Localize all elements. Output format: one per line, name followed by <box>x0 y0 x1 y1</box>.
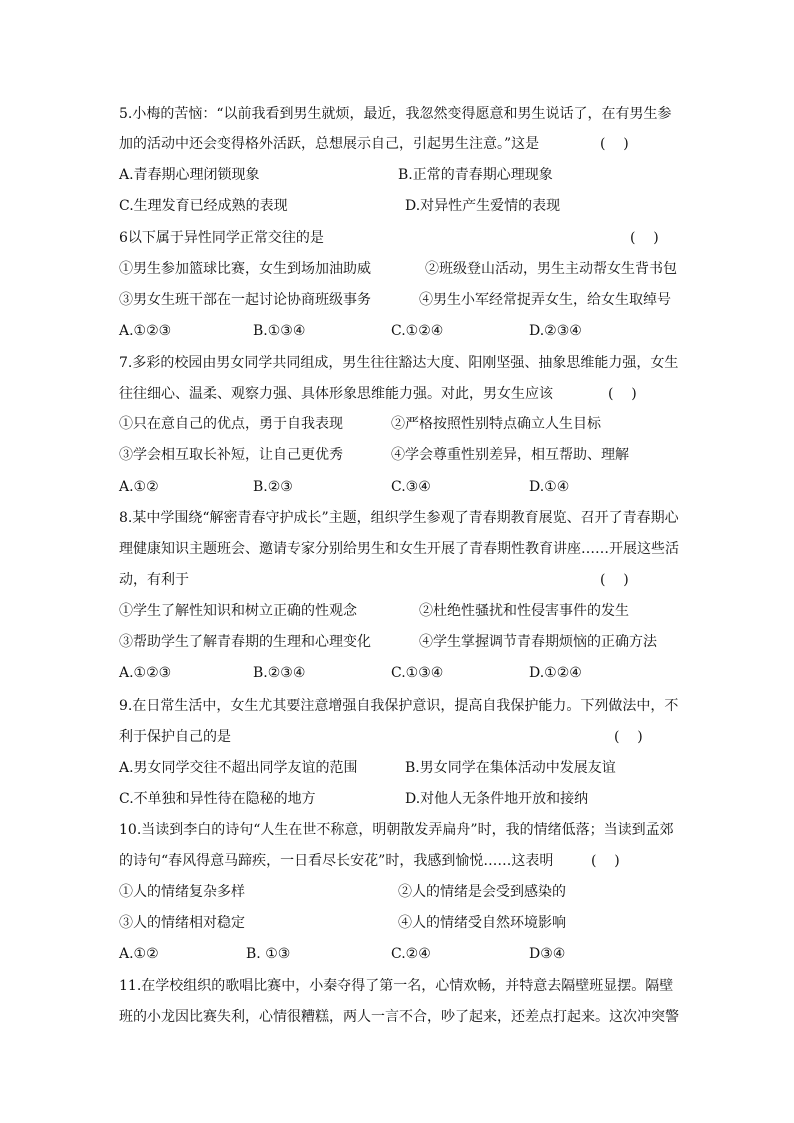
q5-option-a: A.青春期心理闭锁现象 <box>119 167 260 183</box>
q5-stem-line1: 5.小梅的苦恼：“以前我看到男生就烦，最近，我忽然变得愿意和男生说话了，在有男生参 <box>119 106 672 122</box>
q11-stem-line2: 班的小龙因比赛失利，心情很糟糕，两人一言不合，吵了起来，还差点打起来。这次冲突警 <box>119 1009 679 1025</box>
q8-stem-line2: 理健康知识主题班会、邀请专家分别给男生和女生开展了青春期性教育讲座……开展这些活 <box>119 541 679 557</box>
q8-answer-paren: ( ) <box>600 572 629 588</box>
q5-option-b: B.正常的青春期心理现象 <box>398 167 553 183</box>
q8-option-a: A.①②③ <box>119 665 172 681</box>
q10-option-d: D③④ <box>529 946 566 962</box>
q6-option-b: B.①③④ <box>253 323 306 339</box>
q6-option-c: C.①②④ <box>391 323 444 339</box>
q9-option-c: C.不单独和异性待在隐秘的地方 <box>119 791 316 807</box>
q8-stem-line1: 8.某中学围绕“解密青春守护成长”主题，组织学生参观了青春期教育展览、召开了青春期心 <box>119 510 679 526</box>
q10-item-2: ②人的情绪是会受到感染的 <box>398 884 566 900</box>
q6-item-1: ①男生参加篮球比赛，女生到场加油助威 <box>119 261 371 277</box>
q9-option-b: B.男女同学在集体活动中发展友谊 <box>405 760 616 776</box>
q9-option-a: A.男女同学交往不超出同学友谊的范围 <box>119 760 358 776</box>
q6-item-3: ③男女生班干部在一起讨论协商班级事务 <box>119 292 371 308</box>
q9-stem-line1: 9.在日常生活中，女生尤其要注意增强自我保护意识，提高自我保护能力。下列做法中，不 <box>119 698 679 714</box>
q8-item-4: ④学生掌握调节青春期烦恼的正确方法 <box>419 634 657 650</box>
q10-option-b: B. ①③ <box>246 946 291 962</box>
q9-option-d: D.对他人无条件地开放和接纳 <box>405 791 589 807</box>
q7-item-2: ②严格按照性别特点确立人生目标 <box>391 416 601 432</box>
q6-answer-paren: ( ) <box>630 230 659 246</box>
q6-item-2: ②班级登山活动，男生主动帮女生背书包 <box>425 261 677 277</box>
q7-option-d: D.①④ <box>529 479 570 495</box>
q8-item-2: ②杜绝性骚扰和性侵害事件的发生 <box>419 603 629 619</box>
q5-option-c: C.生理发育已经成熟的表现 <box>119 198 288 214</box>
q7-stem-line2: 往往细心、温柔、观察力强、具体形象思维能力强。对此，男女生应该 <box>119 386 553 402</box>
q10-option-c: C.②④ <box>391 946 431 962</box>
q10-item-4: ④人的情绪受自然环境影响 <box>398 915 566 931</box>
q8-option-b: B.②③④ <box>253 665 306 681</box>
q7-item-4: ④学会尊重性别差异，相互帮助、理解 <box>391 447 629 463</box>
q8-stem-line3: 动，有利于 <box>119 572 189 588</box>
q7-item-3: ③学会相互取长补短，让自己更优秀 <box>119 447 343 463</box>
q8-item-3: ③帮助学生了解青春期的生理和心理变化 <box>119 634 371 650</box>
q8-option-d: D.①②④ <box>529 665 582 681</box>
q9-answer-paren: ( ) <box>614 729 643 745</box>
q5-option-d: D.对异性产生爱情的表现 <box>405 198 561 214</box>
q11-stem-line1: 11.在学校组织的歌唱比赛中，小秦夺得了第一名，心情欢畅，并特意去隔壁班显摆。隔壁 <box>119 978 674 994</box>
q7-item-1: ①只在意自己的优点，勇于自我表现 <box>119 416 343 432</box>
q7-option-c: C.③④ <box>391 479 431 495</box>
q10-item-1: ①人的情绪复杂多样 <box>119 884 245 900</box>
q10-item-3: ③人的情绪相对稳定 <box>119 915 245 931</box>
q10-stem-line2: 的诗句“春风得意马蹄疾，一日看尽长安花”时，我感到愉悦……这表明 <box>119 853 554 869</box>
q6-option-a: A.①②③ <box>119 323 172 339</box>
q10-stem-line1: 10.当读到李白的诗句“人生在世不称意，明朝散发弄扁舟”时，我的情绪低落；当读到孟郊 <box>119 822 674 838</box>
q8-item-1: ①学生了解性知识和树立正确的性观念 <box>119 603 357 619</box>
q5-stem-line2: 加的活动中还会变得格外活跃，总想展示自己，引起男生注意。”这是 <box>119 136 539 152</box>
q5-answer-paren: ( ) <box>600 136 629 152</box>
q10-answer-paren: ( ) <box>591 853 620 869</box>
q7-option-b: B.②③ <box>253 479 293 495</box>
q7-answer-paren: ( ) <box>608 386 637 402</box>
q6-item-4: ④男生小军经常捉弄女生，给女生取绰号 <box>419 292 671 308</box>
q10-option-a: A.①② <box>119 946 159 962</box>
q8-option-c: C.①③④ <box>391 665 444 681</box>
q7-stem-line1: 7.多彩的校园由男女同学共同组成，男生往往豁达大度、阳刚坚强、抽象思维能力强，女生 <box>119 355 679 371</box>
q6-option-d: D.②③④ <box>529 323 582 339</box>
q9-stem-line2: 利于保护自己的是 <box>119 729 231 745</box>
q6-stem-line1: 6以下属于异性同学正常交往的是 <box>119 230 324 246</box>
q7-option-a: A.①② <box>119 479 159 495</box>
